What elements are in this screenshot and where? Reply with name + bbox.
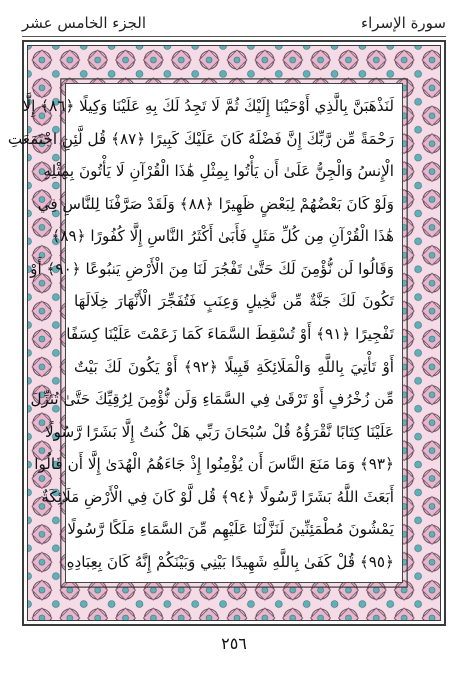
verse-line: ﴿٩٥﴾ قُلْ كَفَىٰ بِاللَّهِ شَهِيدًا بَيْنِي وَبَيْنَكُمْ إِنَّهُ كَانَ بِعِبَادِهِ — [66, 552, 394, 571]
ornamental-frame-inner — [7, 45, 441, 621]
verse-line: مِّن زُخْرُفٍ أَوْ تَرْقَىٰ فِي السَّمَاءِ وَلَن نُّؤْمِنَ لِرُقِيِّكَ حَتَّىٰ تُنَزِّلَ — [30, 390, 394, 409]
verse-text-panel — [7, 83, 403, 583]
verse-line: رَحْمَةً مِّن رَّبِّكَ إِنَّ فَضْلَهُ كَانَ عَلَيْكَ كَبِيرًا ﴿٨٧﴾ قُل لَّئِنِ اجْتَمَعَتِ — [7, 129, 394, 148]
page-number: ٢٥٦ — [221, 634, 247, 653]
verse-line: تَكُونَ لَكَ جَنَّةٌ مِّن نَّخِيلٍ وَعِنَبٍ فَتُفَجِّرَ الْأَنْهَارَ خِلَالَهَا — [74, 292, 394, 311]
verse-line: أَوْ تَأْتِيَ بِاللَّهِ وَالْمَلَائِكَةِ قَبِيلًا ﴿٩٢﴾ أَوْ يَكُونَ لَكَ بَيْتٌ — [74, 357, 394, 376]
page-header — [22, 10, 446, 37]
verse-line: وَلَوْ كَانَ بَعْضُهُمْ لِبَعْضٍ ظَهِيرًا ﴿٨٨﴾ وَلَقَدْ صَرَّفْنَا لِلنَّاسِ فِي — [37, 194, 394, 213]
verse-line: هَٰذَا الْقُرْآنِ مِن كُلِّ مَثَلٍ فَأَبَىٰ أَكْثَرُ النَّاسِ إِلَّا كُفُورًا ﴿٨٩﴾ — [51, 227, 394, 246]
verse-line: عَلَيْنَا كِتَابًا نَّقْرَؤُهُ قُلْ سُبْحَانَ رَبِّي هَلْ كُنتُ إِلَّا بَشَرًا رَّسُولًا — [45, 422, 394, 441]
verse-line: لَنَذْهَبَنَّ بِالَّذِي أَوْحَيْنَا إِلَيْكَ ثُمَّ لَا تَجِدُ لَكَ بِهِ عَلَيْنَا وَكِيلًا ﴿٨٦﴾ إِلَّا — [22, 97, 394, 115]
ornamental-frame — [7, 40, 446, 626]
verse-line: ﴿٩٣﴾ وَمَا مَنَعَ النَّاسَ أَن يُؤْمِنُوا إِذْ جَاءَهُمُ الْهُدَىٰ إِلَّا أَن قَالُوا — [34, 455, 394, 474]
verse-line: أَبَعَثَ اللَّهُ بَشَرًا رَّسُولًا ﴿٩٤﴾ قُل لَّوْ كَانَ فِي الْأَرْضِ مَلَائِكَةٌ — [41, 487, 394, 506]
verse-line: الْإِنسُ وَالْجِنُّ عَلَىٰ أَن يَأْتُوا بِمِثْلِ هَٰذَا الْقُرْآنِ لَا يَأْتُونَ بِمِثْلِهِ — [43, 162, 394, 181]
verse-line: وَقَالُوا لَن نُّؤْمِنَ لَكَ حَتَّىٰ تَفْجُرَ لَنَا مِنَ الْأَرْضِ يَنبُوعًا ﴿٩٠﴾ أَوْ — [30, 259, 394, 278]
verse-line: تَفْجِيرًا ﴿٩١﴾ أَوْ تُسْقِطَ السَّمَاءَ كَمَا زَعَمْتَ عَلَيْنَا كِسَفًا — [66, 324, 394, 343]
verse-line: يَمْشُونَ مُطْمَئِنِّينَ لَنَزَّلْنَا عَلَيْهِم مِّنَ السَّمَاءِ مَلَكًا رَّسُولًا — [67, 520, 394, 539]
juz-name: الجزء الخامس عشر — [22, 14, 147, 32]
surah-name: سورة الإسراء — [361, 14, 446, 32]
